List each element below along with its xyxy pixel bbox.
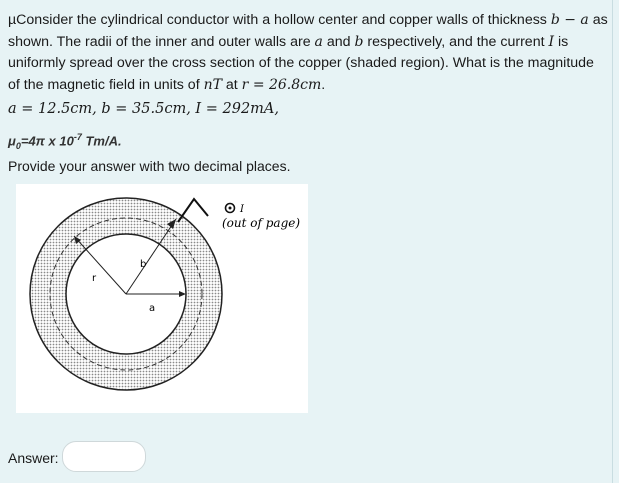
label-a: a [149,303,156,314]
label-b: b [140,259,147,270]
conductor-diagram [16,184,308,413]
current-dot [229,207,232,210]
question-text-part: as shown. The radii of the inner and outer walls are [8,12,608,50]
answer-input[interactable] [62,441,146,472]
question-text [8,10,608,96]
question-text-part: at [221,76,242,93]
thickness-expression: b − a [550,12,589,28]
var-a: a [314,33,323,50]
instruction-text: Provide your answer with two decimal places. [8,158,291,174]
mu-subscript: 0 [15,140,21,151]
mu-exponent: -7 [73,132,82,142]
mu0-constant [8,132,122,151]
answer-label: Answer: [8,450,59,466]
r-expression: r = 26.8cm [241,76,322,93]
question-text-part: . [321,76,326,93]
given-values: a = 12.5cm, b = 35.5cm, I = 292mA, [8,101,280,117]
question-text-part: and [322,33,355,50]
question-intro: µConsider the cylindrical conductor with a hollow center and copper walls of thickness [8,12,551,28]
label-r: r [92,273,97,284]
conductor-figure [16,184,308,413]
mu-symbol: μ [8,133,16,149]
question-text-part: respectively, and the current [363,33,549,50]
label-current: I [240,204,244,215]
label-out-of-page: (out of page) [222,216,301,230]
var-b: b [354,33,364,50]
unit-nT: nT [203,76,222,93]
var-I: I [548,33,555,50]
mu-value: =4π x 10 [20,133,74,149]
mu-unit: Tm/A. [81,133,122,149]
question-text-part: is uniformly spread over the cross section of the copper (shaded region). What is the magnitude of the magnetic field in units of [8,33,594,93]
